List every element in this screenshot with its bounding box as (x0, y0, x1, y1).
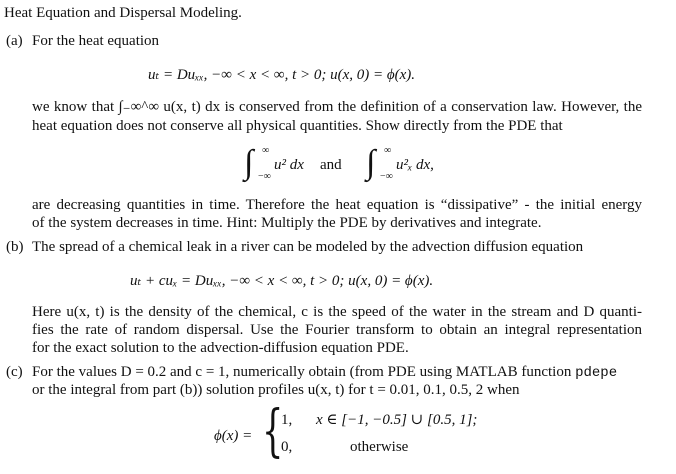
left-brace: { (262, 399, 284, 464)
part-a-text-line-1: we know that ∫₋∞^∞ u(x, t) dx is conserved from the definition of a conservation law. However, the (32, 99, 642, 115)
integral-1-upper-limit: ∞ (262, 145, 270, 156)
part-c-text-line-2: or the integral from part (b)) solution profiles u(x, t) for t = 0.01, 0.1, 0.5, 2 when (32, 382, 520, 398)
part-c-text-line-1 (32, 363, 617, 382)
part-b-text-line-1: Here u(x, t) is the density of the chemical, c is the speed of the water in the stream and D quanti- (32, 304, 642, 320)
part-a-heat-equation: uₜ = Duₓₓ, −∞ < x < ∞, t > 0; u(x, 0) = ϕ(x). (148, 67, 416, 83)
part-a-intro: For the heat equation (32, 33, 160, 49)
part-b-advection-diffusion-equation: uₜ + cuₓ = Duₓₓ, −∞ < x < ∞, t > 0; u(x, 0) = ϕ(x). (130, 273, 434, 289)
part-a-text-line-3: are decreasing quantities in time. Therefore the heat equation is “dissipative” - the initial energy (32, 197, 642, 213)
part-a-text-line-4: of the system decreases in time. Hint: Multiply the PDE by derivatives and integrate. (32, 215, 542, 231)
part-a-label: (a) (6, 33, 23, 49)
part-b-label: (b) (6, 239, 24, 255)
integral-2-integrand: u²ₓ dx, (396, 157, 434, 173)
part-c-line-1-text: For the values D = 0.2 and c = 1, numerically obtain (from PDE using MATLAB function (32, 364, 572, 380)
case-1-value: 1, (281, 412, 293, 428)
integral-2-upper-limit: ∞ (384, 145, 392, 156)
problem-title: Heat Equation and Dispersal Modeling. (4, 5, 242, 21)
integral-1-integrand: u² dx (274, 157, 304, 173)
case-1-condition: x ∈ [−1, −0.5] ∪ [0.5, 1]; (316, 412, 478, 428)
part-c-label: (c) (6, 364, 23, 380)
integral-sign-1: ∫ (244, 144, 254, 181)
phi-lhs: ϕ(x) = (214, 428, 253, 444)
case-2-value: 0, (281, 439, 293, 455)
part-b-text-line-2: fies the rate of random dispersal. Use the Fourier transform to obtain an integral representation (32, 322, 642, 338)
part-a-text-line-2: heat equation does not conserve all physical quantities. Show directly from the PDE that (32, 118, 563, 134)
integral-sign-2: ∫ (366, 144, 376, 181)
part-b-text-line-3: for the exact solution to the advection-diffusion equation PDE. (32, 340, 409, 356)
integral-1-lower-limit: −∞ (258, 171, 271, 182)
integral-2-lower-limit: −∞ (380, 171, 393, 182)
matlab-function-name: pdepe (575, 365, 618, 381)
case-2-condition: otherwise (350, 439, 409, 455)
integral-conjunction: and (320, 157, 342, 173)
part-b-intro: The spread of a chemical leak in a river can be modeled by the advection diffusion equation (32, 239, 584, 255)
